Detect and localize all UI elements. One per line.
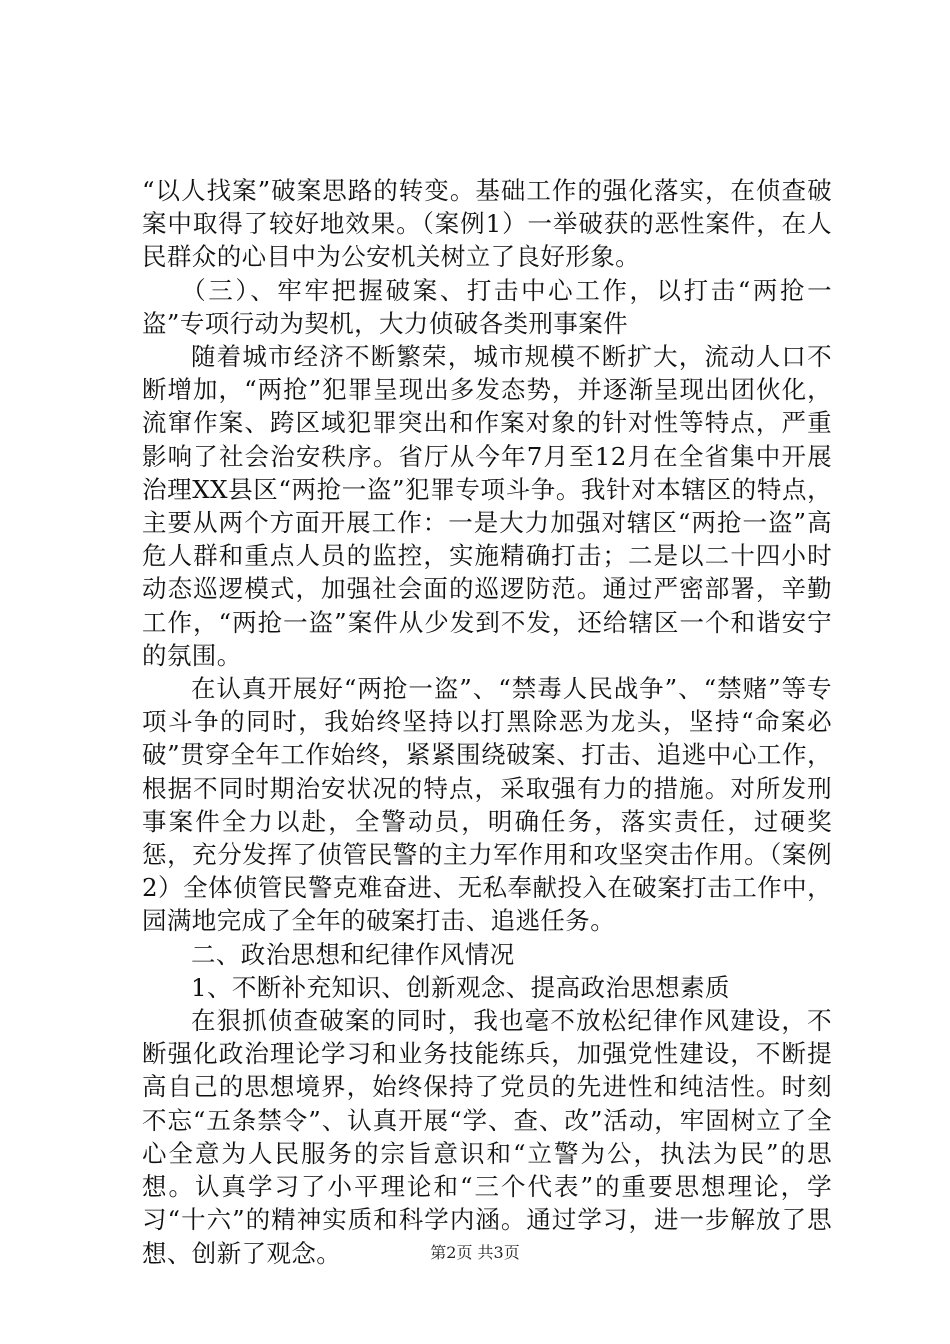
section-heading-three: （三）、牢牢把握破案、打击中心工作，以打击“两抢一盗”专项行动为契机，大力侦破各类刑事案件	[142, 275, 832, 338]
paragraph-two-robbery-campaign: 随着城市经济不断繁荣，城市规模不断扩大，流动人口不断增加，“两抢”犯罪呈现出多发态势，并逐渐呈现出团伙化，流窜作案、跨区域犯罪突出和作案对象的针对性等特点，严重影响了社会治安秩序。省厅从今年7月至12月在全省集中开展治理XX县区“两抢一盗”犯罪专项斗争。我针对本辖区的特点，主要从两个方面开展工作：一是大力加强对辖区“两抢一盗”高危人群和重点人员的监控，实施精确打击；二是以二十四小时动态巡逻模式，加强社会面的巡逻防范。通过严密部署，辛勤工作，“两抢一盗”案件从少发到不发，还给辖区一个和谐安宁的氛围。	[142, 342, 832, 670]
paragraph-special-struggles: 在认真开展好“两抢一盗”、“禁毒人民战争”、“禁赌”等专项斗争的同时，我始终坚持以打黑除恶为龙头，坚持“命案必破”贯穿全年工作始终，紧紧围绕破案、打击、追逃中心工作，根据不同时期治安状况的特点，采取强有力的措施。对所发刑事案件全力以赴，全警动员，明确任务，落实责任，过硬奖惩，充分发挥了侦管民警的主力军作用和攻坚突击作用。（案例2）全体侦管民警克难奋进、无私奉献投入在破案打击工作中，园满地完成了全年的破案打击、追逃任务。	[142, 674, 832, 936]
paragraph-case-1: “以人找案”破案思路的转变。基础工作的强化落实，在侦查破案中取得了较好地效果。（案例1）一举破获的恶性案件，在人民群众的心目中为公安机关树立了良好形象。	[142, 176, 832, 272]
page-number-footer: 第2页 共3页	[430, 1243, 520, 1262]
section-heading-politics: 二、政治思想和纪律作风情况	[191, 939, 515, 969]
paragraph-discipline-study: 在狠抓侦查破案的同时，我也毫不放松纪律作风建设，不断强化政治理论学习和业务技能练兵，加强党性建设，不断提高自己的思想境界，始终保持了党员的先进性和纯洁性。时刻不忘“五条禁令”、认真开展“学、查、改”活动，牢固树立了全心全意为人民服务的宗旨意识和“立警为公，执法为民”的思想。认真学习了小平理论和“三个代表”的重要思想理论，学习“十六”的精神实质和科学内涵。通过学习，进一步解放了思想、创新了观念。	[142, 1006, 832, 1268]
document-body	[142, 174, 832, 1270]
subsection-heading-knowledge: 1、不断补充知识、创新观念、提高政治思想素质	[191, 972, 730, 1002]
